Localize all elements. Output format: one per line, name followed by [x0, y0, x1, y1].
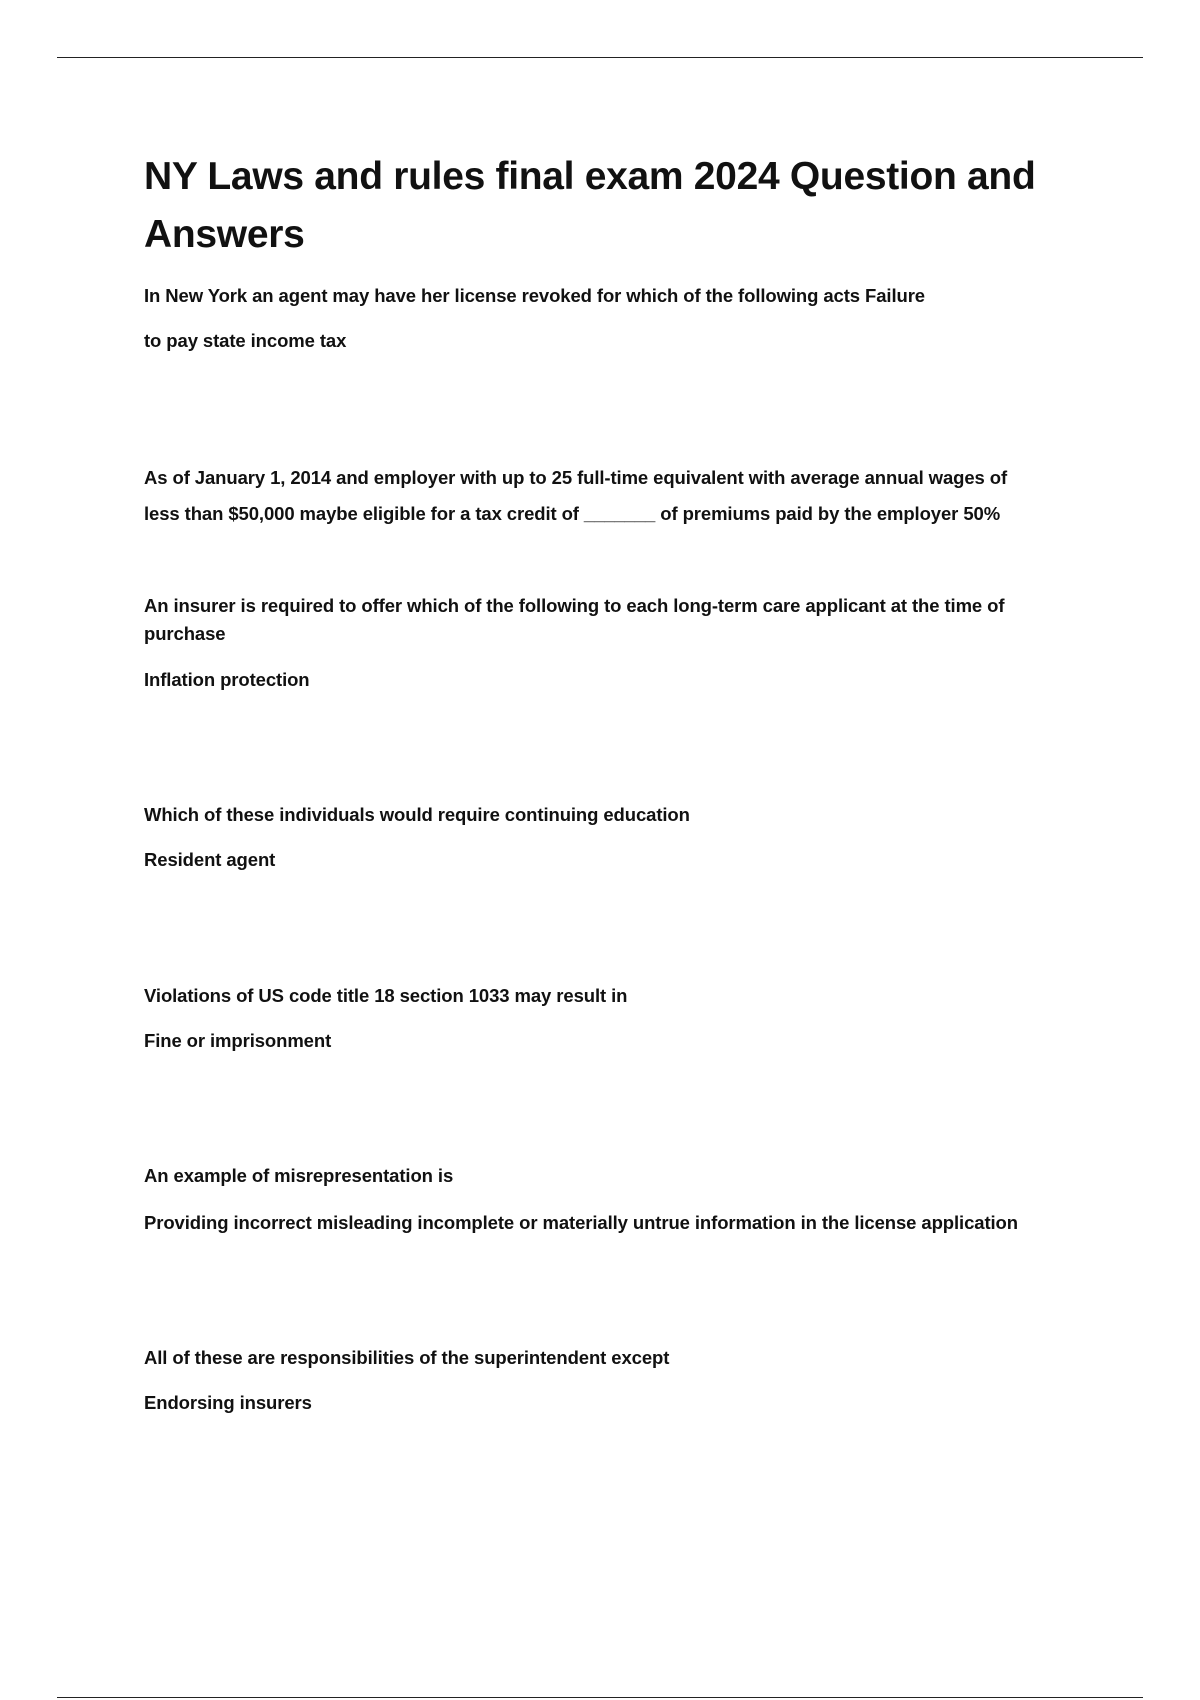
question-7: All of these are responsibilities of the superintendent except [144, 1347, 670, 1368]
answer-6: Providing incorrect misleading incomplete or materially untrue information in the license application [144, 1212, 1018, 1233]
answer-5: Fine or imprisonment [144, 1030, 332, 1051]
answer-4: Resident agent [144, 849, 276, 870]
bottom-rule [57, 1697, 1143, 1698]
question-2-line-2: less than $50,000 maybe eligible for a tax credit of _______ of premiums paid by the employer 50% [144, 503, 1001, 524]
answer-7: Endorsing insurers [144, 1392, 312, 1413]
answer-1: to pay state income tax [144, 330, 347, 351]
question-3-line-1: An insurer is required to offer which of the following to each long-term care applicant at the time of [144, 595, 1005, 616]
question-5: Violations of US code title 18 section 1033 may result in [144, 985, 628, 1006]
question-2-line-1: As of January 1, 2014 and employer with up to 25 full-time equivalent with average annual wages of [144, 467, 1008, 488]
document-title: NY Laws and rules final exam 2024 Question and Answers [144, 155, 1036, 256]
top-rule [57, 57, 1143, 58]
question-6: An example of misrepresentation is [144, 1165, 454, 1186]
question-4: Which of these individuals would require continuing education [144, 804, 690, 825]
answer-3: Inflation protection [144, 669, 310, 690]
question-1-line-1: In New York an agent may have her license revoked for which of the following acts Failure [144, 285, 925, 306]
question-3-line-2: purchase [144, 623, 226, 644]
